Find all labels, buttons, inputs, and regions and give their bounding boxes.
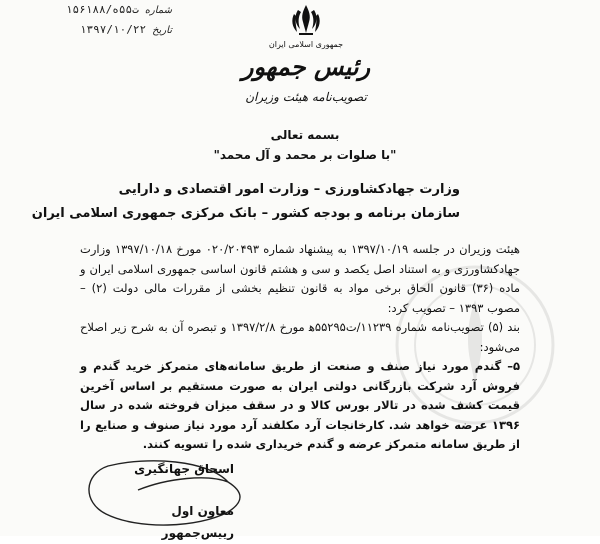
signatory-title: معاون اول رییس‌جمهور (161, 504, 234, 540)
header-republic: جمهوری اسلامی ایران (268, 40, 344, 49)
body-paragraph-preamble: هیئت وزیران در جلسه ۱۳۹۷/۱۰/۱۹ به پیشنهاد شماره ۰۲۰/۲۰۴۹۳ مورخ ۱۳۹۷/۱۰/۱۸ وزارت جهادکشاورزی و به استناد اصل یکصد و سی و هشتم قانون اساسی جمهوری اسلامی ایران و ماده (۳۶) قانون الحاق برخی مواد به قانون تنظیم بخشی از مقررات مالی دولت (۲) – مصوب ۱۳۹۳ – تصویب کرد: (80, 242, 521, 315)
signatory-name: اسحاق جهانگیری (134, 462, 234, 476)
decree-body (80, 240, 520, 455)
iran-emblem-icon (288, 2, 324, 38)
addressee-line: سازمان برنامه و بودجه کشور – بانک مرکزی جمهوری اسلامی ایران (31, 206, 460, 221)
header-president: رئیس جمهور (241, 52, 371, 81)
reference-number-value: ۱۵۶۱۸۸/ت۵۵ه (65, 3, 139, 16)
salawat: "با صلوات بر محمد و آل محمد" (213, 148, 397, 162)
reference-number-label: شماره (144, 5, 172, 16)
reference-date-label: تاریخ (152, 25, 172, 36)
basmala: بسمه تعالی (270, 128, 340, 142)
body-paragraph-amendment: بند (۵) تصویب‌نامه شماره ۱۱۲۳۹/ت۵۵۲۹۵ﻫ مورخ ۱۳۹۷/۲/۸ و تبصره آن به شرح زیر اصلاح می‌شود: (80, 320, 520, 354)
reference-block (12, 0, 172, 40)
header-subtitle: تصویب‌نامه هیئت وزیران (245, 90, 367, 104)
signature-block (104, 458, 234, 544)
body-paragraph-clause-5: ۵– گندم مورد نیاز صنف و صنعت از طریق سامانه‌های متمرکز خرید گندم و فروش آرد شرکت بازرگانی دولتی ایران به صورت مستقیم بر اساس آخرین قیمت کشف شده در تالار بورس کالا و در سقف میزان فروخته شده در سال ۱۳۹۶ عرضه خواهد شد. کارخانجات آرد مکلفند آرد مورد نیاز صنوف و صنایع را از طریق سامانه متمرکز عرضه و گندم خریداری شده را تسویه کنند. (80, 359, 520, 451)
reference-number-row (12, 0, 172, 20)
addressee-block (31, 178, 460, 226)
reference-date-value: ۱۳۹۷/۱۰/۲۲ (79, 23, 147, 36)
reference-date-row (12, 20, 172, 40)
addressee-line: وزارت جهادکشاورزی – وزارت امور اقتصادی و دارایی (118, 182, 460, 197)
